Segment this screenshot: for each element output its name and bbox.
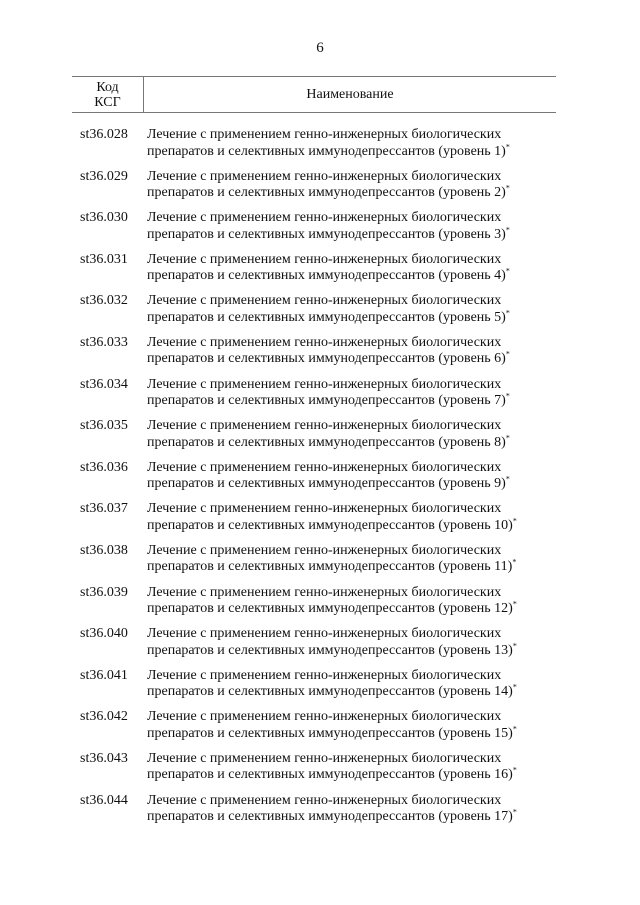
row-code: st36.030	[80, 210, 128, 226]
row-name	[147, 751, 560, 793]
row-name-line2: препаратов и селективных иммунодепрессантов	[147, 226, 435, 242]
table-body	[80, 127, 560, 834]
row-name	[147, 169, 560, 211]
header-code-line1: Код	[96, 79, 119, 95]
row-code: st36.031	[80, 251, 128, 267]
table-row	[80, 293, 560, 335]
row-name	[147, 127, 560, 169]
row-name-line1: Лечение с применением генно-инженерных биологических	[147, 626, 502, 642]
row-level: (уровень 6)	[438, 351, 506, 367]
footnote-mark: *	[505, 349, 510, 359]
table-row	[80, 668, 560, 710]
footnote-mark: *	[505, 225, 510, 235]
row-name	[147, 793, 560, 835]
row-name-line2: препаратов и селективных иммунодепрессантов	[147, 434, 435, 450]
footnote-mark: *	[505, 474, 510, 484]
row-name-line2: препаратов и селективных иммунодепрессантов	[147, 684, 435, 700]
footnote-mark: *	[505, 308, 510, 318]
footnote-mark: *	[505, 266, 510, 276]
footnote-mark: *	[512, 765, 517, 775]
row-code: st36.044	[80, 792, 128, 808]
row-level: (уровень 14)	[438, 684, 513, 700]
table-row	[80, 709, 560, 751]
row-name	[147, 460, 560, 502]
footnote-mark: *	[505, 141, 510, 151]
row-code: st36.040	[80, 626, 128, 642]
row-code: st36.043	[80, 750, 128, 766]
table-row	[80, 543, 560, 585]
row-name-line1: Лечение с применением генно-инженерных биологических	[147, 709, 502, 725]
row-name-line1: Лечение с применением генно-инженерных биологических	[147, 750, 502, 766]
table-row	[80, 377, 560, 419]
table-row	[80, 169, 560, 211]
row-name-line1: Лечение с применением генно-инженерных биологических	[147, 127, 502, 142]
row-name	[147, 668, 560, 710]
footnote-mark: *	[512, 599, 517, 609]
row-level: (уровень 16)	[438, 767, 513, 783]
footnote-mark: *	[512, 557, 517, 567]
row-level: (уровень 5)	[438, 309, 506, 325]
row-level: (уровень 15)	[438, 725, 513, 741]
row-name	[147, 709, 560, 751]
footnote-mark: *	[512, 516, 517, 526]
table-row	[80, 418, 560, 460]
row-name-line2: препаратов и селективных иммунодепрессантов	[147, 185, 435, 201]
footnote-mark: *	[505, 391, 510, 401]
page-number: 6	[316, 40, 324, 56]
row-name-line2: препаратов и селективных иммунодепрессантов	[147, 517, 435, 533]
row-name	[147, 626, 560, 668]
row-level: (уровень 9)	[438, 476, 506, 492]
table-row	[80, 252, 560, 294]
footnote-mark: *	[505, 183, 510, 193]
table-row	[80, 751, 560, 793]
row-level: (уровень 13)	[438, 642, 513, 658]
row-code: st36.041	[80, 667, 128, 683]
row-name-line1: Лечение с применением генно-инженерных биологических	[147, 792, 502, 808]
table-row	[80, 626, 560, 668]
row-name-line1: Лечение с применением генно-инженерных биологических	[147, 210, 502, 226]
header-code-cell	[72, 77, 144, 112]
row-code: st36.033	[80, 334, 128, 350]
row-code: st36.029	[80, 168, 128, 184]
table-row	[80, 501, 560, 543]
row-name-line1: Лечение с применением генно-инженерных биологических	[147, 251, 502, 267]
row-code: st36.035	[80, 418, 128, 434]
row-name-line2: препаратов и селективных иммунодепрессантов	[147, 642, 435, 658]
row-name-line1: Лечение с применением генно-инженерных биологических	[147, 584, 502, 600]
row-name-line1: Лечение с применением генно-инженерных биологических	[147, 293, 502, 309]
row-name-line2: препаратов и селективных иммунодепрессантов	[147, 476, 435, 492]
row-level: (уровень 8)	[438, 434, 506, 450]
header-name-cell: Наименование	[306, 86, 394, 102]
row-name-line2: препаратов и селективных иммунодепрессантов	[147, 559, 435, 575]
row-name	[147, 543, 560, 585]
row-name-line2: препаратов и селективных иммунодепрессантов	[147, 725, 435, 741]
footnote-mark: *	[512, 724, 517, 734]
row-name-line1: Лечение с применением генно-инженерных биологических	[147, 418, 502, 434]
row-code: st36.039	[80, 584, 128, 600]
row-code: st36.038	[80, 542, 128, 558]
row-code: st36.036	[80, 459, 128, 475]
footnote-mark: *	[512, 640, 517, 650]
row-name-line2: препаратов и селективных иммунодепрессантов	[147, 809, 435, 824]
row-level: (уровень 2)	[438, 185, 506, 201]
row-name	[147, 418, 560, 460]
row-level: (уровень 10)	[438, 517, 513, 533]
row-level: (уровень 1)	[438, 143, 506, 159]
row-name-line1: Лечение с применением генно-инженерных биологических	[147, 667, 502, 683]
footnote-mark: *	[505, 433, 510, 442]
table-row	[80, 127, 560, 169]
table-row	[80, 460, 560, 502]
row-name	[147, 252, 560, 294]
table-header	[72, 76, 556, 113]
row-name	[147, 293, 560, 335]
row-name	[147, 210, 560, 252]
row-level: (уровень 17)	[438, 809, 513, 824]
row-name-line2: препаратов и селективных иммунодепрессантов	[147, 601, 435, 617]
table-row	[80, 793, 560, 835]
row-code: st36.042	[80, 709, 128, 725]
row-name-line1: Лечение с применением генно-инженерных биологических	[147, 168, 502, 184]
row-level: (уровень 7)	[438, 393, 506, 409]
row-name-line2: препаратов и селективных иммунодепрессантов	[147, 393, 435, 409]
row-name-line1: Лечение с применением генно-инженерных биологических	[147, 501, 502, 517]
row-level: (уровень 3)	[438, 226, 506, 242]
row-name-line1: Лечение с применением генно-инженерных биологических	[147, 542, 502, 558]
row-name-line2: препаратов и селективных иммунодепрессантов	[147, 143, 435, 159]
header-code-line2: КСГ	[94, 94, 121, 110]
row-name-line2: препаратов и селективных иммунодепрессантов	[147, 309, 435, 325]
row-code: st36.028	[80, 127, 128, 142]
table-row	[80, 335, 560, 377]
row-name-line2: препаратов и селективных иммунодепрессантов	[147, 767, 435, 783]
row-name	[147, 501, 560, 543]
row-name-line2: препаратов и селективных иммунодепрессантов	[147, 351, 435, 367]
row-name-line1: Лечение с применением генно-инженерных биологических	[147, 459, 502, 475]
row-code: st36.034	[80, 376, 128, 392]
footnote-mark: *	[512, 682, 517, 692]
table-row	[80, 210, 560, 252]
row-name-line1: Лечение с применением генно-инженерных биологических	[147, 376, 502, 392]
row-code: st36.032	[80, 293, 128, 309]
row-name	[147, 377, 560, 419]
row-name	[147, 335, 560, 377]
row-level: (уровень 4)	[438, 268, 506, 284]
row-level: (уровень 11)	[438, 559, 513, 575]
row-name-line2: препаратов и селективных иммунодепрессантов	[147, 268, 435, 284]
footnote-mark: *	[512, 807, 517, 817]
table-row	[80, 585, 560, 627]
row-level: (уровень 12)	[438, 601, 513, 617]
row-name-line1: Лечение с применением генно-инженерных биологических	[147, 334, 502, 350]
row-code: st36.037	[80, 501, 128, 517]
row-name	[147, 585, 560, 627]
